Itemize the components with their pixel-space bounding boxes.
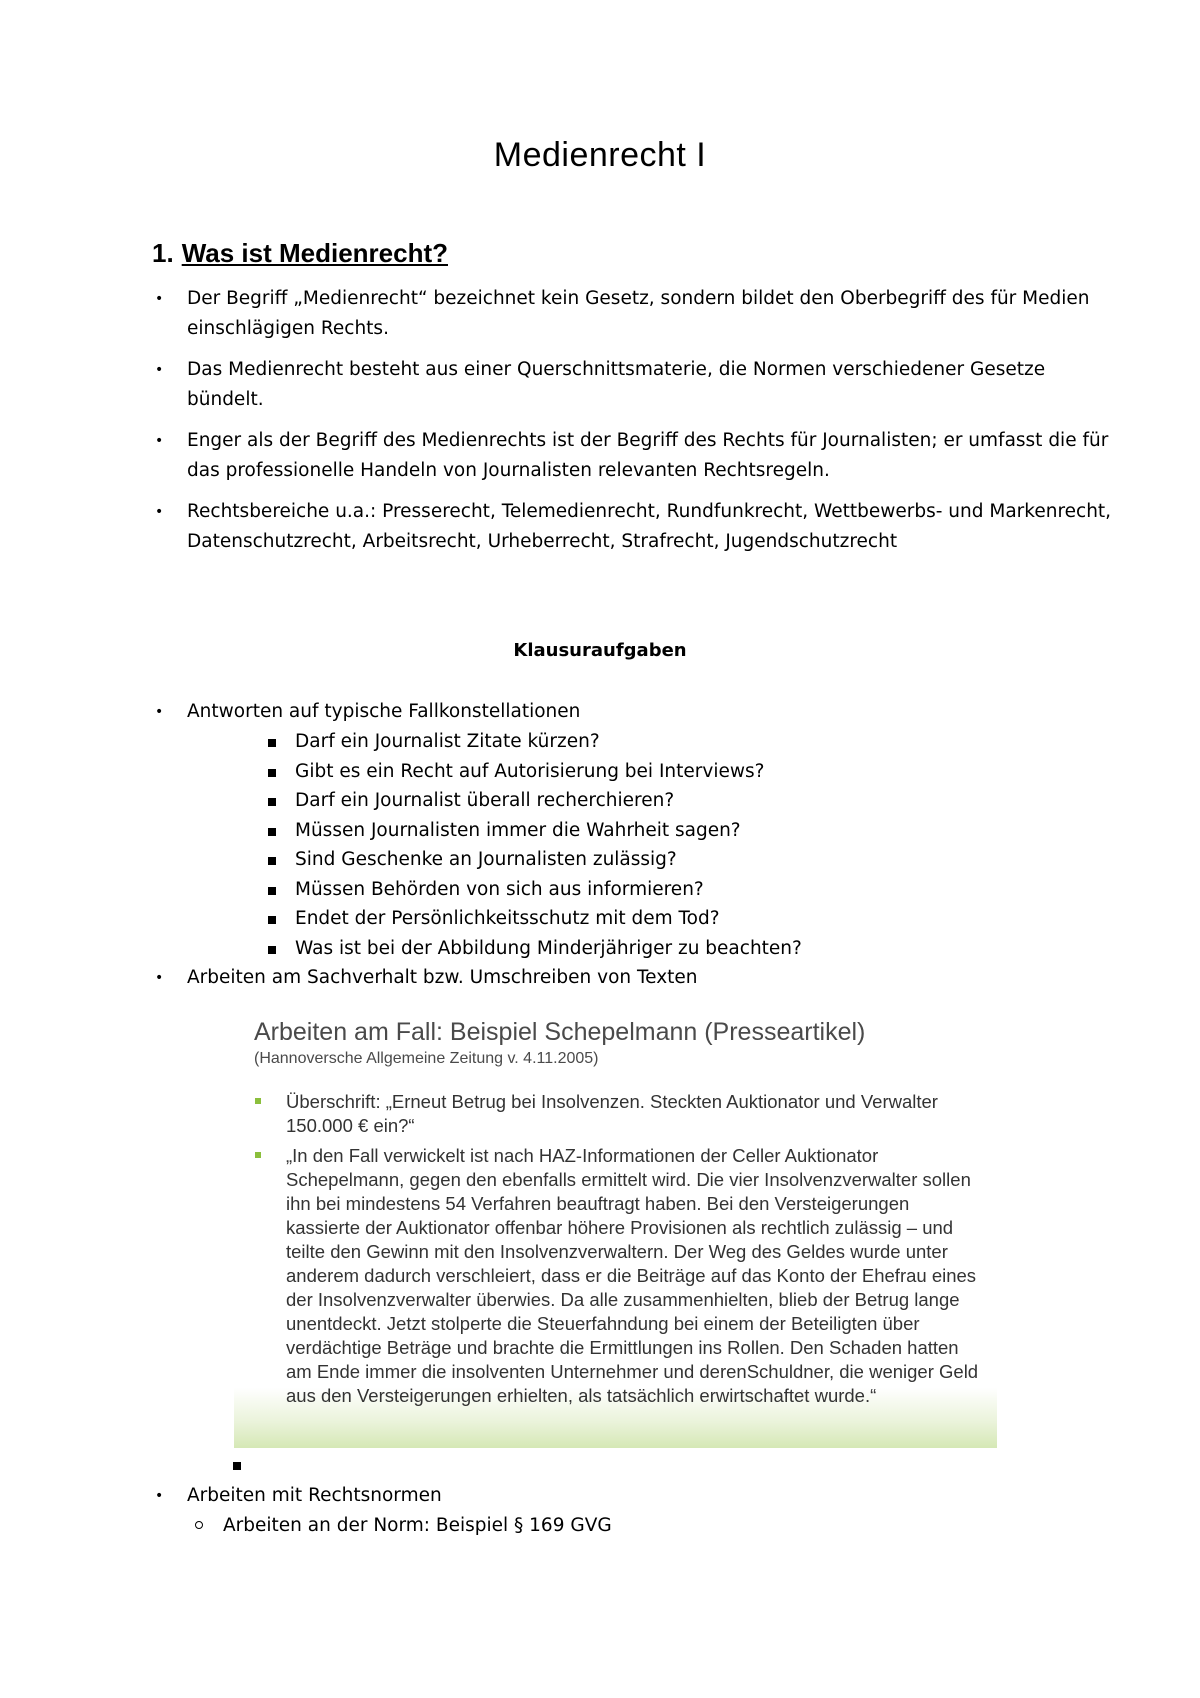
question-item (187, 727, 1112, 757)
list-item-text: Das Medienrecht besteht aus einer Querschnittsmaterie, die Normen verschiedener Gesetze bündelt. (187, 359, 1046, 410)
slide-point-text: „In den Fall verwickelt ist nach HAZ-Informationen der Celler Auktionator Schepelmann, gegen den ebenfalls ermittelt wird. Die vier Insolvenzverwalter sollen ihn bei mindestens 54 Verfahren beauftragt haben. Bei den Versteigerungen kassierte der Auktionator offenbar höhere Provisionen als rechtlich zulässig – und teilte den Gewinn mit den Insolvenzverwaltern. Der Weg des Geldes wurde unter anderem dadurch verschleiert, dass er die Beiträge auf das Konto der Ehefrau eines der Insolvenzverwalter überwies. Da alle zusammenhielten, blieb der Betrug lange unentdeckt. Jetzt stolperte die Steuerfahndung bei einem der Beteiligten über verdächtige Beträge und brachte die Ermittlungen ins Rollen. Den Schaden hatten am Ende immer die insolventen Unternehmer und derenSchuldner, die weniger Geld aus den Versteigerungen erhielten, als tatsächlich erwirtschaftet wurde.“ (286, 1145, 979, 1406)
list-item-text: Antworten auf typische Fallkonstellationen (187, 701, 581, 722)
bullet-icon: • (155, 291, 164, 307)
question-text: Was ist bei der Abbildung Minderjähriger zu beachten? (295, 937, 802, 959)
question-item (187, 786, 1112, 816)
square-bullet-icon (268, 828, 276, 836)
norm-subitem-text: Arbeiten an der Norm: Beispiel § 169 GVG (223, 1515, 612, 1536)
list-item-text: Der Begriff „Medienrecht“ bezeichnet kein Gesetz, sondern bildet den Oberbegriff des für Medien einschlägigen Rechts. (187, 288, 1090, 339)
bullet-icon: • (155, 970, 164, 986)
square-bullet-icon (268, 946, 276, 954)
square-bullet-icon (233, 1462, 241, 1470)
bullet-icon: • (155, 1488, 164, 1504)
norm-subitem (187, 1511, 1112, 1541)
question-item (187, 875, 1112, 905)
list-item-text: Enger als der Begriff des Medienrechts ist der Begriff des Rechts für Journalisten; er umfasst die für das professionelle Handeln von Journalisten relevanten Rechtsregeln. (187, 430, 1109, 481)
list-item (152, 284, 1112, 344)
question-text: Darf ein Journalist überall recherchieren? (295, 790, 675, 811)
slide-point-text: Überschrift: „Erneut Betrug bei Insolvenzen. Steckten Auktionator und Verwalter 150.000 € ein?“ (286, 1091, 938, 1136)
question-item (187, 816, 1112, 846)
list-item-text: Arbeiten am Sachverhalt bzw. Umschreiben von Texten (187, 967, 698, 988)
green-square-bullet-icon (255, 1152, 261, 1158)
klausur-list (152, 697, 1112, 993)
list-item (152, 355, 1112, 415)
list-item (152, 697, 1112, 963)
norm-list (152, 1481, 1112, 1541)
square-bullet-icon (268, 857, 276, 865)
question-text: Sind Geschenke an Journalisten zulässig? (295, 849, 677, 870)
bullet-icon: • (155, 433, 164, 449)
square-bullet-icon (268, 916, 276, 924)
question-item (187, 757, 1112, 787)
page-title: Medienrecht I (493, 136, 707, 174)
klausur-heading: Klausuraufgaben (513, 640, 687, 661)
slide-title: Arbeiten am Fall: Beispiel Schepelmann (Presseartikel) (254, 1018, 866, 1046)
slide-source: (Hannoversche Allgemeine Zeitung v. 4.11.2005) (254, 1050, 599, 1067)
question-text: Gibt es ein Recht auf Autorisierung bei Interviews? (295, 760, 765, 782)
section-number: 1. (152, 238, 174, 268)
question-item (187, 934, 1112, 964)
question-item (187, 845, 1112, 875)
square-bullet-icon (268, 798, 276, 806)
definition-list (152, 284, 1112, 568)
square-bullet-icon (268, 739, 276, 747)
list-item (152, 426, 1112, 486)
list-item (152, 963, 1112, 993)
circle-bullet-icon (195, 1521, 203, 1529)
list-item-text: Rechtsbereiche u.a.: Presserecht, Telemedienrecht, Rundfunkrecht, Wettbewerbs- und Markenrecht, Datenschutzrecht, Arbeitsrecht, Urheberrecht, Strafrecht, Jugendschutzrecht (187, 501, 1112, 552)
bullet-icon: • (155, 704, 164, 720)
question-text: Endet der Persönlichkeitsschutz mit dem Tod? (295, 908, 720, 929)
norm-sublist (187, 1511, 1112, 1541)
slide-point (254, 1090, 984, 1138)
bullet-icon: • (155, 504, 164, 520)
bullet-icon: • (155, 362, 164, 378)
green-square-bullet-icon (255, 1098, 261, 1104)
question-item (187, 904, 1112, 934)
square-bullet-icon (268, 769, 276, 777)
square-bullet-icon (268, 887, 276, 895)
slide-point (254, 1144, 984, 1408)
list-item-text: Arbeiten mit Rechtsnormen (187, 1485, 442, 1506)
list-item (152, 497, 1112, 557)
embedded-slide-image (234, 1018, 997, 1448)
question-text: Müssen Behörden von sich aus informieren? (295, 878, 704, 900)
section-heading (152, 238, 448, 269)
list-item (152, 1481, 1112, 1541)
slide-points (254, 1090, 984, 1414)
question-list (187, 727, 1112, 963)
question-text: Müssen Journalisten immer die Wahrheit sagen? (295, 819, 741, 841)
question-text: Darf ein Journalist Zitate kürzen? (295, 731, 600, 752)
section-title: Was ist Medienrecht? (181, 238, 448, 268)
